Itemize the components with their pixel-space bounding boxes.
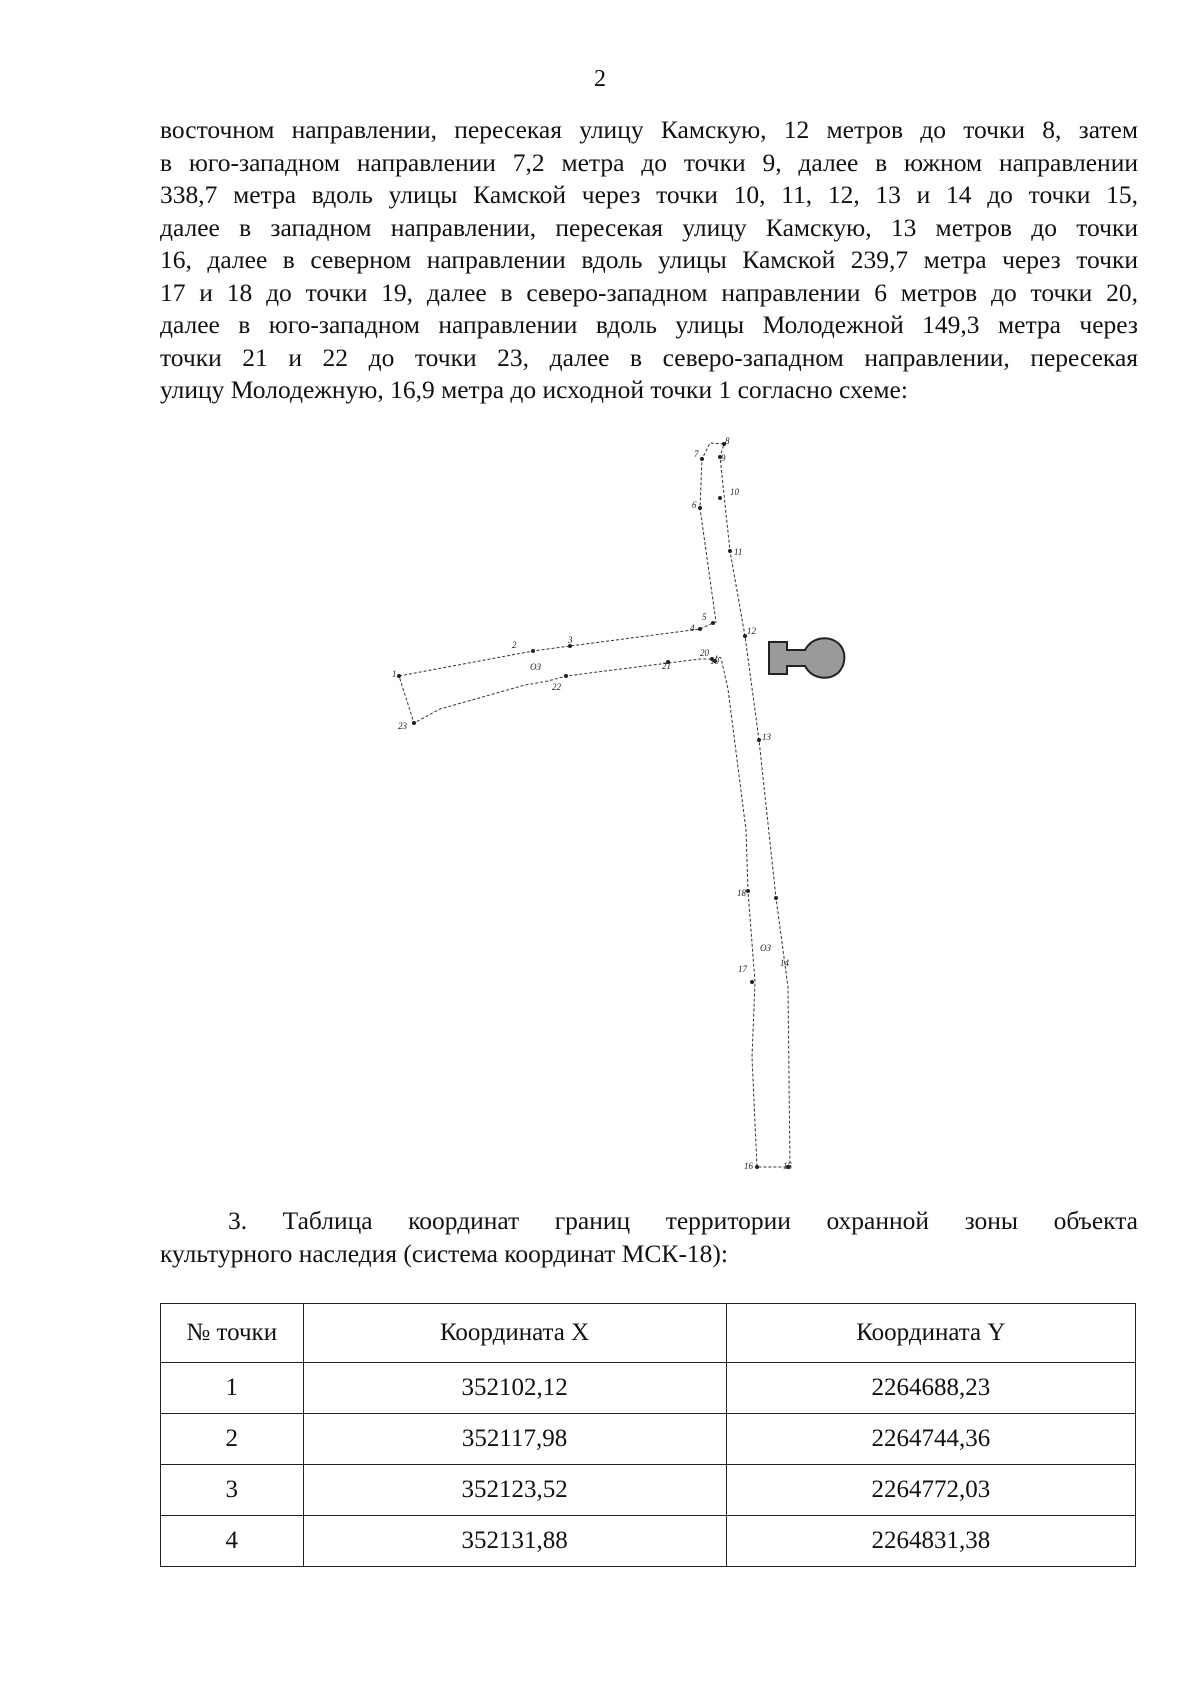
point-label: 2 [512, 640, 517, 650]
point-label: 9 [721, 453, 726, 463]
scheme-point [750, 980, 754, 984]
cell-coordinate-x: 352123,52 [303, 1465, 726, 1516]
section-heading-line: культурного наследия (система координат МСК-18): [160, 1239, 729, 1268]
point-label: 1 [392, 669, 397, 679]
point-label: 22 [552, 682, 561, 692]
cell-coordinate-y: 2264831,38 [726, 1516, 1135, 1567]
paragraph-line: точки 21 и 22 до точки 23, далее в северо-западном направлении, пересекая [160, 342, 1138, 372]
point-label: 13 [762, 732, 771, 742]
table-row [161, 1516, 1136, 1567]
scheme-point [746, 889, 750, 893]
cell-point-number: 1 [161, 1363, 304, 1414]
cell-coordinate-x: 352131,88 [303, 1516, 726, 1567]
monument-icon [769, 638, 844, 677]
table-row [161, 1363, 1136, 1414]
cell-coordinate-y: 2264744,36 [726, 1414, 1135, 1465]
point-label: 3 [568, 635, 573, 645]
zone-label: ОЗ [760, 943, 771, 953]
cell-coordinate-x: 352117,98 [303, 1414, 726, 1465]
table-row [161, 1414, 1136, 1465]
point-label: 4 [690, 623, 695, 633]
header-coordinate-y: Координата Y [726, 1304, 1135, 1363]
point-label: 11 [734, 547, 743, 557]
paragraph-line: в юго-западном направлении 7,2 метра до точки 9, далее в южном направлении [160, 147, 1138, 177]
point-label: 21 [662, 661, 671, 671]
zone-label: ОЗ [530, 662, 541, 672]
scheme-point [728, 549, 732, 553]
paragraph-line: 17 и 18 до точки 19, далее в северо-западном направлении 6 метров до точки 20, [160, 277, 1138, 307]
paragraph-line: 338,7 метра вдоль улицы Камской через точки 10, 11, 12, 13 и 14 до точки 15, [160, 180, 1138, 209]
point-label: 17 [738, 964, 747, 974]
scheme-point [698, 627, 702, 631]
point-label: 7 [694, 449, 699, 459]
header-coordinate-x: Координата X [303, 1304, 726, 1363]
point-label: 10 [730, 487, 739, 497]
table-header-row [161, 1304, 1136, 1363]
point-label: 14 [780, 958, 789, 968]
point-label: 20 [700, 648, 709, 658]
point-label: 12 [747, 626, 756, 636]
point-label: 16 [744, 1161, 753, 1171]
scheme-point [711, 621, 715, 625]
scheme-point [397, 674, 401, 678]
paragraph-line: улицу Молодежную, 16,9 метра до исходной точки 1 согласно схеме: [160, 375, 908, 404]
cell-point-number: 3 [161, 1465, 304, 1516]
cell-coordinate-y: 2264688,23 [726, 1363, 1135, 1414]
scheme-point [698, 506, 702, 510]
cell-coordinate-y: 2264772,03 [726, 1465, 1135, 1516]
body-paragraph [160, 114, 1138, 407]
scheme-point [774, 896, 778, 900]
point-label: 8 [725, 436, 730, 446]
header-point-number: № точки [161, 1304, 304, 1363]
cell-point-number: 2 [161, 1414, 304, 1465]
coordinates-table [160, 1303, 1136, 1567]
point-label: 15 [783, 1161, 792, 1171]
section-heading-line: 3. Таблица координат границ территории охранной зоны объекта [228, 1206, 1138, 1235]
paragraph-line: восточном направлении, пересекая улицу Камскую, 12 метров до точки 8, затем [160, 115, 1138, 144]
cell-coordinate-x: 352102,12 [303, 1363, 726, 1414]
section-heading [160, 1204, 1138, 1270]
scheme-point-labels [392, 436, 793, 1171]
paragraph-line: далее в юго-западном направлении вдоль улицы Молодежной 149,3 метра через [160, 310, 1138, 339]
scheme-point [564, 674, 568, 678]
scheme-point [531, 649, 535, 653]
scheme-point [755, 1165, 759, 1169]
scheme-point [757, 738, 761, 742]
scheme-point [412, 721, 416, 725]
point-label: 23 [398, 721, 407, 731]
scheme-points [397, 442, 790, 1169]
protection-zone-scheme [0, 430, 1200, 1190]
point-label: 5 [702, 612, 707, 622]
point-label: 6 [692, 500, 697, 510]
scheme-point [718, 496, 722, 500]
point-label: 19 [710, 656, 719, 666]
table-row [161, 1465, 1136, 1516]
page-number: 2 [594, 66, 606, 92]
paragraph-line: далее в западном направлении, пересекая улицу Камскую, 13 метров до точки [160, 212, 1138, 242]
point-label: 18 [737, 888, 746, 898]
cell-point-number: 4 [161, 1516, 304, 1567]
paragraph-line: 16, далее в северном направлении вдоль улицы Камской 239,7 метра через точки [160, 245, 1138, 274]
scheme-point [700, 457, 704, 461]
